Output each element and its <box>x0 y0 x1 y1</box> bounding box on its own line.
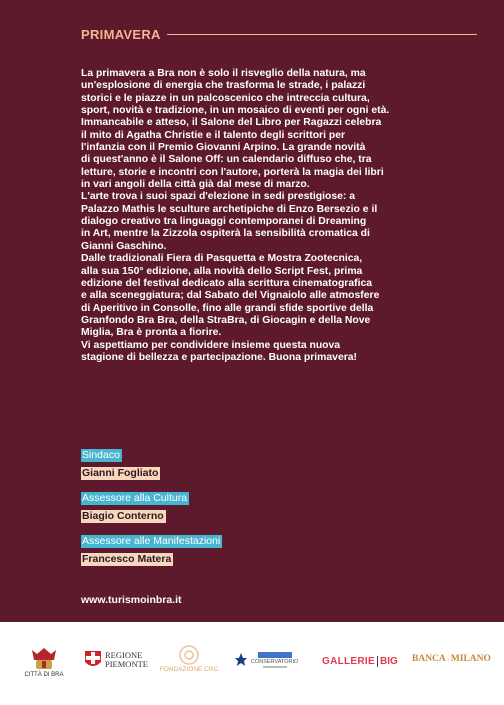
signature-name: Biagio Conterno <box>82 510 164 522</box>
city-crest-icon <box>28 646 60 670</box>
citta-di-bra-logo <box>22 646 66 678</box>
logo-label: BIG <box>379 656 398 667</box>
signature-cultura <box>81 488 189 524</box>
signature-role: Assessore alle Manifestazioni <box>82 535 221 547</box>
body-line: Dalle tradizionali Fiera di Pasquetta e Mostra Zootecnica, <box>81 253 363 265</box>
logo-label: CONSERVATORIO <box>251 659 299 665</box>
sponsor-logos <box>0 630 504 700</box>
body-line: L'arte trova i suoi spazi d'elezione in sedi prestigiose: a <box>81 191 356 203</box>
gallerie-divider <box>377 656 378 667</box>
conservatorio-logo <box>234 652 298 668</box>
banca-separator: · <box>446 654 450 664</box>
heading-rule <box>167 34 477 35</box>
body-line: edizione del festival dedicato alla scrittura cinematografica <box>81 277 373 289</box>
body-line: Granfondo Bra Bra, della StraBra, di Giocagin e della Nove <box>81 314 371 326</box>
page-title: PRIMAVERA <box>81 26 161 42</box>
body-line: in Art, mentre la Zizzola ospiterà la sensibilità cromatica di <box>81 228 370 240</box>
body-text <box>81 68 431 364</box>
website-link[interactable]: www.turismoinbra.it <box>81 594 182 606</box>
signature-role: Sindaco <box>82 449 120 461</box>
body-line: e alla sceneggiatura; dal Sabato del Vignaiolo alle atmosfere <box>81 290 380 302</box>
heading-row <box>81 24 477 44</box>
conservatorio-rule <box>263 666 287 668</box>
body-line: un'esplosione di energia che trasforma le strade, i palazzi <box>81 80 366 92</box>
body-line: di quest'anno è il Salone Off: un calendario diffuso che, tra <box>81 154 372 166</box>
regione-shield-icon <box>84 650 102 670</box>
logo-label: REGIONE <box>105 650 143 660</box>
fondazione-mark-icon <box>176 644 202 666</box>
body-line: l'infanzia con il Premio Giovanni Arpino. La grande novità <box>81 142 366 154</box>
signature-name: Francesco Matera <box>82 553 172 565</box>
logo-label: FONDAZIONE CRC <box>159 666 219 673</box>
body-line: Immancabile e atteso, il Salone del Libro per Ragazzi celebra <box>81 117 382 129</box>
signature-role: Assessore alla Cultura <box>82 492 188 504</box>
banca-milano-logo <box>412 654 491 664</box>
body-line: Gianni Gaschino. <box>81 240 167 252</box>
conservatorio-bar <box>258 652 292 658</box>
regione-piemonte-logo <box>84 650 148 670</box>
body-line: dialogo creativo tra linguaggi contemporanei di Dreaming <box>81 216 367 228</box>
body-line: Vi aspettiamo per condividere insieme questa nuova <box>81 339 341 351</box>
body-line: di Aperitivo in Consolle, fino alle grandi sfide sportive della <box>81 302 374 314</box>
body-line: sport, novità e tradizione, in un mosaico di eventi per ogni età. <box>81 105 390 117</box>
body-line: Miglia, Bra è pronta a fiorire. <box>81 327 222 339</box>
signature-name: Gianni Fogliato <box>82 467 159 479</box>
body-line: La primavera a Bra non è solo il risveglio della natura, ma <box>81 68 366 79</box>
body-line: storici e le piazze in un palcoscenico che intreccia cultura, <box>81 92 370 104</box>
logo-label: PIEMONTE <box>105 659 148 669</box>
gallerie-big-logo <box>322 656 398 667</box>
logo-label: BANCA <box>412 654 446 664</box>
signature-sindaco <box>81 445 160 481</box>
body-line: alla sua 150° edizione, alla novità dello Script Fest, prima <box>81 265 363 277</box>
logo-label: GALLERIE <box>322 656 375 667</box>
logo-label: CITTÀ DI BRA <box>24 672 64 678</box>
body-line: stagione di bellezza e partecipazione. Buona primavera! <box>81 351 358 363</box>
logo-label: MILANO <box>450 654 491 664</box>
body-line: in vari angoli della città già dal mese di marzo. <box>81 179 310 191</box>
signature-manifestazioni <box>81 531 222 567</box>
fondazione-crc-logo <box>159 644 219 673</box>
star-emblem-icon <box>234 652 248 668</box>
body-line: il mito di Agatha Christie e il talento degli scrittori per <box>81 129 346 141</box>
body-line: Palazzo Mathis le sculture archetipiche di Enzo Bersezio e il <box>81 203 378 215</box>
body-line: letture, storie e incontri con l'autore, porterà la magia dei libri <box>81 166 384 178</box>
